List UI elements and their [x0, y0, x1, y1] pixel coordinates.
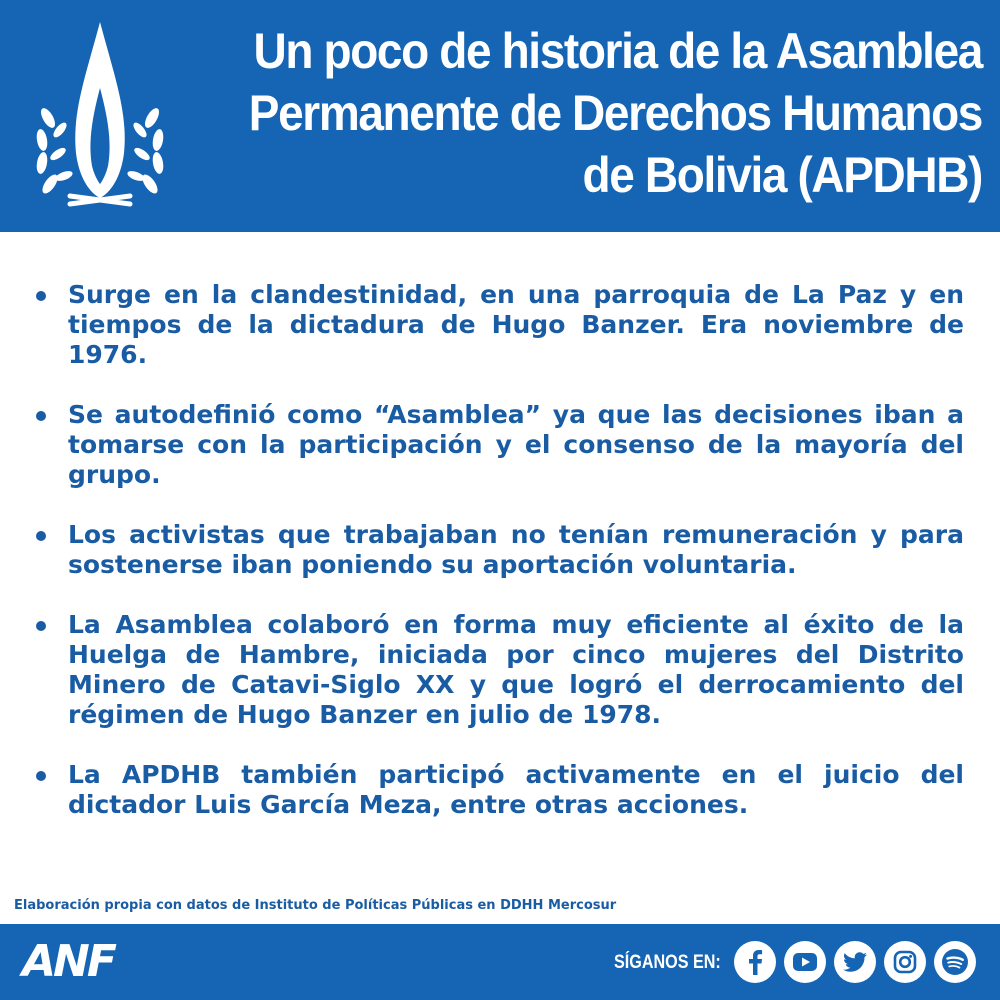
anf-logo[interactable]: ANF	[22, 936, 114, 987]
list-item-text: La Asamblea colaboró en forma muy eficiente al éxito de la Huelga de Hambre, iniciada por cinco mujeres del Distrito Minero de Catavi-Siglo XX y que logró el derrocamiento del régimen de Hugo Banzer en julio de 1978.	[68, 610, 964, 729]
bullet-dot-icon	[36, 531, 46, 541]
list-item	[32, 610, 964, 730]
source-note: Elaboración propia con datos de Instituto de Políticas Públicas en DDHH Mercosur	[14, 898, 617, 913]
bullet-dot-icon	[36, 291, 46, 301]
bullet-dot-icon	[36, 621, 46, 631]
facebook-icon[interactable]	[734, 941, 776, 983]
spotify-icon[interactable]	[934, 941, 976, 983]
title-line: Permanente de Derechos Humanos	[248, 85, 983, 141]
bullet-dot-icon	[36, 411, 46, 421]
list-item	[32, 760, 964, 820]
bullet-dot-icon	[36, 771, 46, 781]
list-item	[32, 280, 964, 370]
footer-banner	[0, 924, 1000, 1000]
list-item-text: Surge en la clandestinidad, en una parroquia de La Paz y en tiempos de la dictadura de Hugo Banzer. Era noviembre de 1976.	[68, 280, 964, 369]
flame-laurel-icon	[30, 18, 170, 218]
title-line: de Bolivia (APDHB)	[582, 147, 982, 203]
list-item	[32, 400, 964, 490]
list-item-text: La APDHB también participó activamente en el juicio del dictador Luis García Meza, entre otras acciones.	[68, 760, 964, 819]
bullet-list	[32, 280, 964, 850]
header-banner	[0, 0, 1000, 232]
list-item	[32, 520, 964, 580]
instagram-icon[interactable]	[884, 941, 926, 983]
page-title	[246, 20, 982, 206]
twitter-icon[interactable]	[834, 941, 876, 983]
list-item-text: Los activistas que trabajaban no tenían remuneración y para sostenerse iban poniendo su aportación voluntaria.	[68, 520, 964, 579]
follow-label: SÍGANOS EN:	[614, 952, 721, 973]
title-line: Un poco de historia de la Asamblea	[253, 23, 983, 79]
list-item-text: Se autodefinió como “Asamblea” ya que las decisiones iban a tomarse con la participación y el consenso de la mayoría del grupo.	[68, 400, 964, 489]
youtube-icon[interactable]	[784, 941, 826, 983]
